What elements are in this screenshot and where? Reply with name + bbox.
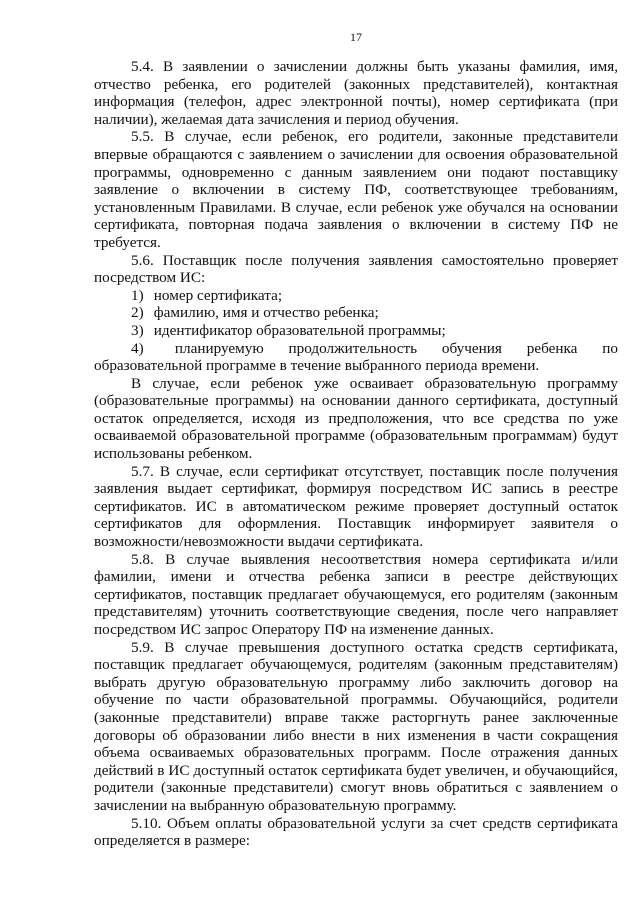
list-item: [94, 340, 618, 358]
paragraph-5-10: 5.10. Объем оплаты образовательной услуги за счет средств сертификата определяется в размере:: [94, 814, 618, 850]
list-item-text: идентификатор образовательной программы;: [153, 321, 446, 339]
list-item: [94, 322, 618, 340]
list-item-number: 3): [131, 321, 144, 339]
list-item-number: 1): [131, 286, 144, 304]
list-item-text: планируемую продолжительность обучения ребенка по: [174, 339, 618, 357]
list-item: [94, 304, 618, 322]
paragraph-5-4: 5.4. В заявлении о зачислении должны быть указаны фамилия, имя, отчество ребенка, его родителей (законных представителей), контактная информация (телефон, адрес электронной почты), номер сертификата (при наличии), желаемая дата зачисления и период обучения.: [94, 58, 618, 128]
list-item-continuation: образовательной программе в течение выбранного периода времени.: [94, 357, 540, 375]
paragraph-5-9: 5.9. В случае превышения доступного остатка средств сертификата, поставщик предлагает обучающемуся, родителям (законным представителям) выбрать другую образовательную программу либо заключить договор на обучение по части образовательной программы. Обучающийся, родители (законные представители) вправе также расторгнуть ранее заключенные договоры об образовании либо внести в них изменения в части сокращения объема осваиваемых образовательных программ. После отражения данных действий в ИС доступный остаток сертификата будет увеличен, и обучающийся, родители (законные представители) смогут вновь обратиться с заявлением о зачислении на выбранную образовательную программу.: [94, 638, 618, 814]
paragraph-5-6-note: В случае, если ребенок уже осваивает образовательную программу (образовательные программы) на основании данного сертификата, доступный остаток определяется, исходя из предположения, что все средства по уже осваиваемой образовательной программе (образовательным программам) будут использованы ребенком.: [94, 374, 618, 463]
list-item-number: 2): [131, 304, 144, 322]
paragraph-5-8: 5.8. В случае выявления несоответствия номера сертификата и/или фамилии, имени и отчества ребенка записи в реестре действующих сертификатов, поставщик предлагает обучающемуся, его родителям (законным представителям) уточнить соответствующие сведения, после чего направляет посредством ИС запрос Оператору ПФ на изменение данных.: [94, 550, 618, 638]
page-number: 17: [350, 30, 362, 44]
paragraph-5-6: 5.6. Поставщик после получения заявления самостоятельно проверяет посредством ИС:: [94, 251, 618, 287]
list-item-text: номер сертификата;: [153, 286, 283, 304]
list-item-number: 4): [131, 339, 144, 357]
list-item: [94, 287, 618, 305]
paragraph-5-7: 5.7. В случае, если сертификат отсутствует, поставщик после получения заявления выдает сертификат, формируя посредством ИС запись в реестре сертификатов. ИС в автоматическом режиме проверяет доступный остаток сертификатов для оформления. Поставщик информирует заявителя о возможности/невозможности выдачи сертификата.: [94, 462, 618, 551]
list-item-text: фамилию, имя и отчество ребенка;: [153, 304, 379, 322]
document-body: [94, 58, 618, 850]
paragraph-5-5: 5.5. В случае, если ребенок, его родители, законные представители впервые обращаются с заявлением о зачислении для освоения образовательной программы, одновременно с данным заявлением они подают поставщику заявление о включении в систему ПФ, соответствующее требованиям, установленным Правилами. В случае, если ребенок уже обучался на основании сертификата, повторная подача заявления о включении в систему ПФ не требуется.: [94, 128, 618, 251]
verification-list: [94, 287, 618, 357]
